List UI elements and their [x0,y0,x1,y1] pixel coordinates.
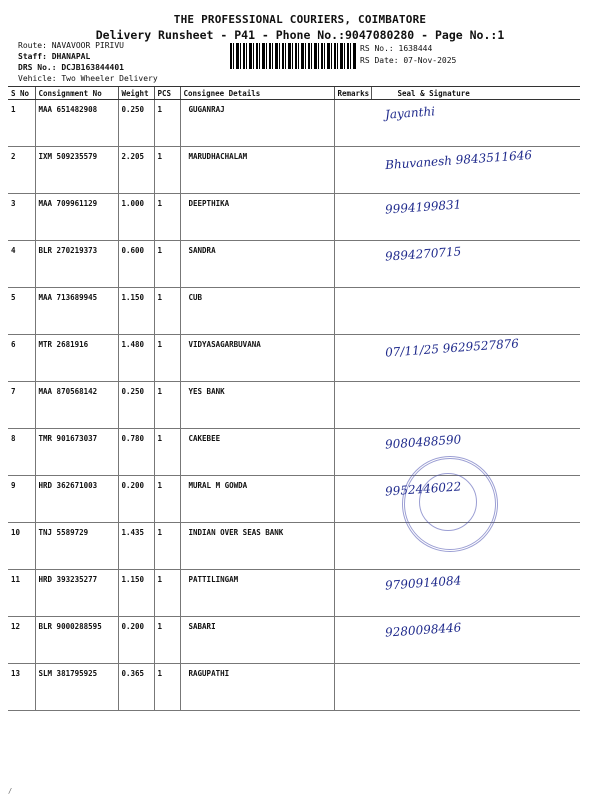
serial-number-cell: 5 [8,288,35,335]
pieces-cell: 1 [154,335,180,382]
pieces-cell: 1 [154,570,180,617]
vehicle-value: Two Wheeler Delivery [61,74,158,83]
col-sno: S No [8,87,35,100]
pieces-cell: 1 [154,194,180,241]
remarks-cell [334,194,371,241]
consignee-name-cell: SANDRA [180,241,334,288]
seal-stamp [402,456,498,552]
remarks-cell [334,523,371,570]
consignment-number-cell: MAA 713689945 [35,288,118,335]
consignment-number-cell: BLR 270219373 [35,241,118,288]
weight-cell: 0.365 [118,664,154,711]
rs-no-value: 1638444 [398,44,433,53]
col-consignee: Consignee Details [180,87,334,100]
remarks-cell [334,100,371,147]
weight-cell: 0.200 [118,476,154,523]
serial-number-cell: 10 [8,523,35,570]
handwritten-signature: 9080488590 [384,432,462,452]
remarks-cell [334,147,371,194]
serial-number-cell: 7 [8,382,35,429]
weight-cell: 1.150 [118,288,154,335]
weight-cell: 0.600 [118,241,154,288]
consignee-name-cell: SABARI [180,617,334,664]
remarks-cell [334,288,371,335]
consignment-number-cell: MAA 870568142 [35,382,118,429]
remarks-cell [334,429,371,476]
serial-number-cell: 3 [8,194,35,241]
staff-line [18,51,90,62]
rs-no-label: RS No.: [360,44,394,53]
pieces-cell: 1 [154,100,180,147]
consignee-name-cell: MURAL M GOWDA [180,476,334,523]
barcode [230,43,356,69]
table-row [8,617,580,664]
vehicle-label: Vehicle: [18,74,57,83]
table-row [8,570,580,617]
consignee-name-cell: YES BANK [180,382,334,429]
weight-cell: 1.000 [118,194,154,241]
pieces-cell: 1 [154,241,180,288]
weight-cell: 2.205 [118,147,154,194]
consignment-number-cell: HRD 393235277 [35,570,118,617]
drs-line [18,62,124,73]
serial-number-cell: 6 [8,335,35,382]
pieces-cell: 1 [154,382,180,429]
consignee-name-cell: RAGUPATHI [180,664,334,711]
table-row [8,147,580,194]
serial-number-cell: 1 [8,100,35,147]
table-row [8,288,580,335]
rs-date-value: 07-Nov-2025 [403,56,457,65]
consignee-name-cell: CAKEBEE [180,429,334,476]
col-weight: Weight [118,87,154,100]
serial-number-cell: 12 [8,617,35,664]
handwritten-signature: 9790914084 [384,573,462,593]
serial-number-cell: 11 [8,570,35,617]
consignment-number-cell: HRD 362671003 [35,476,118,523]
consignee-name-cell: INDIAN OVER SEAS BANK [180,523,334,570]
serial-number-cell: 9 [8,476,35,523]
handwritten-signature: Jayanthi [384,104,436,122]
weight-cell: 0.250 [118,382,154,429]
pieces-cell: 1 [154,429,180,476]
signature-cell [371,100,580,147]
col-remarks: Remarks [334,87,371,100]
company-title: THE PROFESSIONAL COURIERS, COIMBATORE [173,13,427,26]
weight-cell: 1.150 [118,570,154,617]
runsheet-title: Delivery Runsheet - P41 - Phone No.:9047080280 - Page No.:1 [95,28,505,42]
table-row [8,100,580,147]
route-line [18,40,124,51]
serial-number-cell: 13 [8,664,35,711]
staff-label: Staff: [18,52,47,61]
table-row [8,664,580,711]
rs-date [360,56,456,65]
consignment-number-cell: TMR 901673037 [35,429,118,476]
signature-cell [371,288,580,335]
serial-number-cell: 4 [8,241,35,288]
handwritten-signature: Bhuvanesh 9843511646 [384,147,533,173]
consignee-name-cell: VIDYASAGARBUVANA [180,335,334,382]
signature-cell [371,664,580,711]
corner-mark: / [8,787,13,795]
route-value: NAVAVOOR PIRIVU [51,41,124,50]
consignment-number-cell: MAA 651482908 [35,100,118,147]
pieces-cell: 1 [154,288,180,335]
consignment-number-cell: TNJ 5589729 [35,523,118,570]
remarks-cell [334,382,371,429]
remarks-cell [334,335,371,382]
signature-cell [371,241,580,288]
weight-cell: 0.200 [118,617,154,664]
handwritten-signature: 9952446022 [384,479,462,499]
pieces-cell: 1 [154,476,180,523]
table-row [8,523,580,570]
runsheet-table [8,86,580,711]
signature-cell [371,617,580,664]
table-row [8,335,580,382]
pieces-cell: 1 [154,147,180,194]
vehicle-line [18,73,158,84]
signature-cell [371,382,580,429]
rs-date-label: RS Date: [360,56,399,65]
table-row [8,194,580,241]
consignment-number-cell: MTR 2681916 [35,335,118,382]
col-pcs: PCS [154,87,180,100]
signature-cell [371,335,580,382]
rs-number [360,44,432,53]
col-consignment: Consignment No [35,87,118,100]
signature-cell [371,194,580,241]
consignee-name-cell: GUGANRAJ [180,100,334,147]
weight-cell: 1.480 [118,335,154,382]
pieces-cell: 1 [154,523,180,570]
consignee-name-cell: MARUDHACHALAM [180,147,334,194]
consignment-number-cell: SLM 381795925 [35,664,118,711]
table-row [8,382,580,429]
remarks-cell [334,570,371,617]
remarks-cell [334,241,371,288]
weight-cell: 1.435 [118,523,154,570]
signature-cell [371,570,580,617]
consignment-number-cell: BLR 9000288595 [35,617,118,664]
staff-value: DHANAPAL [51,52,91,61]
handwritten-signature: 9280098446 [384,620,462,640]
pieces-cell: 1 [154,664,180,711]
drs-label: DRS No.: [18,63,57,72]
serial-number-cell: 8 [8,429,35,476]
pieces-cell: 1 [154,617,180,664]
col-signature: Seal & Signature [371,87,580,100]
table-row [8,429,580,476]
handwritten-signature: 9894270715 [384,244,462,264]
consignment-number-cell: IXM 509235579 [35,147,118,194]
remarks-cell [334,664,371,711]
weight-cell: 0.250 [118,100,154,147]
serial-number-cell: 2 [8,147,35,194]
route-label: Route: [18,41,47,50]
signature-cell [371,147,580,194]
consignment-number-cell: MAA 709961129 [35,194,118,241]
handwritten-signature: 07/11/25 9629527876 [384,336,520,360]
handwritten-signature: 9994199831 [384,197,462,217]
consignee-name-cell: CUB [180,288,334,335]
consignee-name-cell: PATTILINGAM [180,570,334,617]
table-row [8,241,580,288]
table-header-row [8,87,580,100]
remarks-cell [334,617,371,664]
remarks-cell [334,476,371,523]
consignee-name-cell: DEEPTHIKA [180,194,334,241]
drs-value: DCJB163844401 [61,63,124,72]
weight-cell: 0.780 [118,429,154,476]
